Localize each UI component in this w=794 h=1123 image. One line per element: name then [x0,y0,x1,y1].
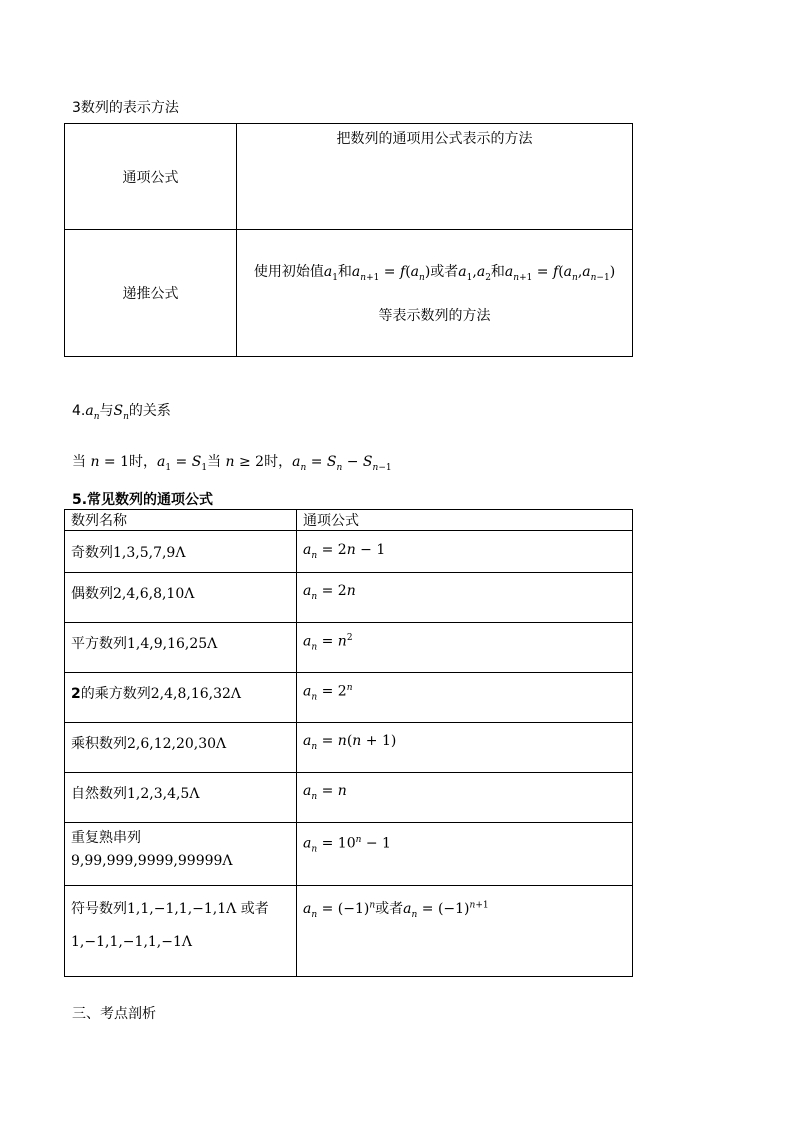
section-4-number: 4. [72,403,86,419]
seq-name-even [65,573,297,623]
section-three-heading: 三、考点剖析 [72,1006,156,1022]
seq-values: 9,99,999,9999,99999Λ [71,853,233,869]
formula-odd: $a_n = 2n - 1$ [297,531,633,573]
seq-label-bold: 2 [71,686,81,702]
seq-label: 奇数列 [71,544,113,561]
table-row [65,531,633,573]
representation-table [64,123,633,357]
seq-values: 2,4,8,16,32Λ [150,686,242,702]
seq-values: 2,6,12,20,30Λ [127,736,227,752]
table-row [65,823,633,886]
seq-values: 1,3,5,7,9Λ [113,544,186,561]
row-desc-general-term: 把数列的通项用公式表示的方法 [237,124,633,230]
table-row [65,773,633,823]
table-row [65,623,633,673]
seq-name-natural [65,773,297,823]
col-header-name: 数列名称 [65,510,297,531]
when-text: 当 [72,454,86,470]
table-row [65,124,633,230]
section-4-heading: $4.a_n$与$S_n$的关系 [72,403,171,422]
seq-name-repeat [65,823,297,886]
when-text-2: 当 [207,454,222,470]
section-4-mid: 与 [99,403,114,419]
common-sequences-table [64,509,633,977]
seq-label: 平方数列 [71,636,127,652]
seq-name-product [65,723,297,773]
formula-power-of-2: $a_n = 2^n$ [297,673,633,723]
seq-name-sign [65,886,297,977]
table-row [65,886,633,977]
section-3-heading: 3数列的表示方法 [72,100,179,116]
formula-square: $a_n = n^2$ [297,623,633,673]
recursive-and-2: 和 [490,264,505,281]
table-row [65,723,633,773]
seq-label: 乘积数列 [71,736,127,752]
seq-values: 2,4,6,8,10Λ [113,586,195,602]
seq-label: 的乘方数列 [80,686,151,702]
seq-values: 1,1,−1,1,−1,1Λ [127,901,237,917]
formula-product: $a_n = n(n + 1)$ [297,723,633,773]
col-header-formula: 通项公式 [297,510,633,531]
seq-label: 重复熟串列 [71,830,141,846]
seq-or: 或者 [240,901,269,917]
table-row [65,573,633,623]
recursive-desc-line1: 使用初始值$a_1$和$a_{n+1} = f(a_n)$或者$a_1,a_2$和$a_{n+1} = f(a_n,a_{n-1})$ [253,264,616,283]
when-suffix: 时， [129,454,158,470]
table-row [65,673,633,723]
section-4-relation: 当 n = 1时，$a_1 = S_1$当 n ≥ 2时，$a_n = S_n - S_{n-1}$ [72,454,392,473]
seq-name-power-of-2 [65,673,297,723]
sign-line1 [71,898,296,918]
recursive-desc-line2: 等表示数列的方法 [378,307,491,324]
seq-values: 1,2,3,4,5Λ [127,786,200,802]
seq-label: 偶数列 [71,586,113,602]
when-suffix-2: 时， [264,454,293,470]
formula-repeat: $a_n = 10^n - 1$ [297,823,633,886]
recursive-and: 和 [337,264,352,281]
section-4-post: 的关系 [128,403,171,419]
table-row [65,230,633,357]
formula-sign: $a_n = (-1)^n$或者$a_n = (-1)^{n+1}$ [297,886,633,977]
row-name-general-term: 通项公式 [65,124,237,230]
table-header-row [65,510,633,531]
row-desc-recursive [237,230,633,357]
seq-values-2: 1,−1,1,−1,1,−1Λ [71,934,192,950]
seq-label: 自然数列 [71,786,127,802]
recursive-prefix: 使用初始值 [253,264,324,281]
seq-name-odd [65,531,297,573]
seq-label: 符号数列 [71,901,127,917]
recursive-or: 或者 [430,264,459,281]
formula-natural: $a_n = n$ [297,773,633,823]
seq-values: 1,4,9,16,25Λ [127,636,218,652]
formula-even: $a_n = 2n$ [297,573,633,623]
row-name-recursive: 递推公式 [65,230,237,357]
seq-name-square [65,623,297,673]
section-5-heading: 5.常见数列的通项公式 [72,492,214,508]
formula-or: 或者 [375,901,404,917]
